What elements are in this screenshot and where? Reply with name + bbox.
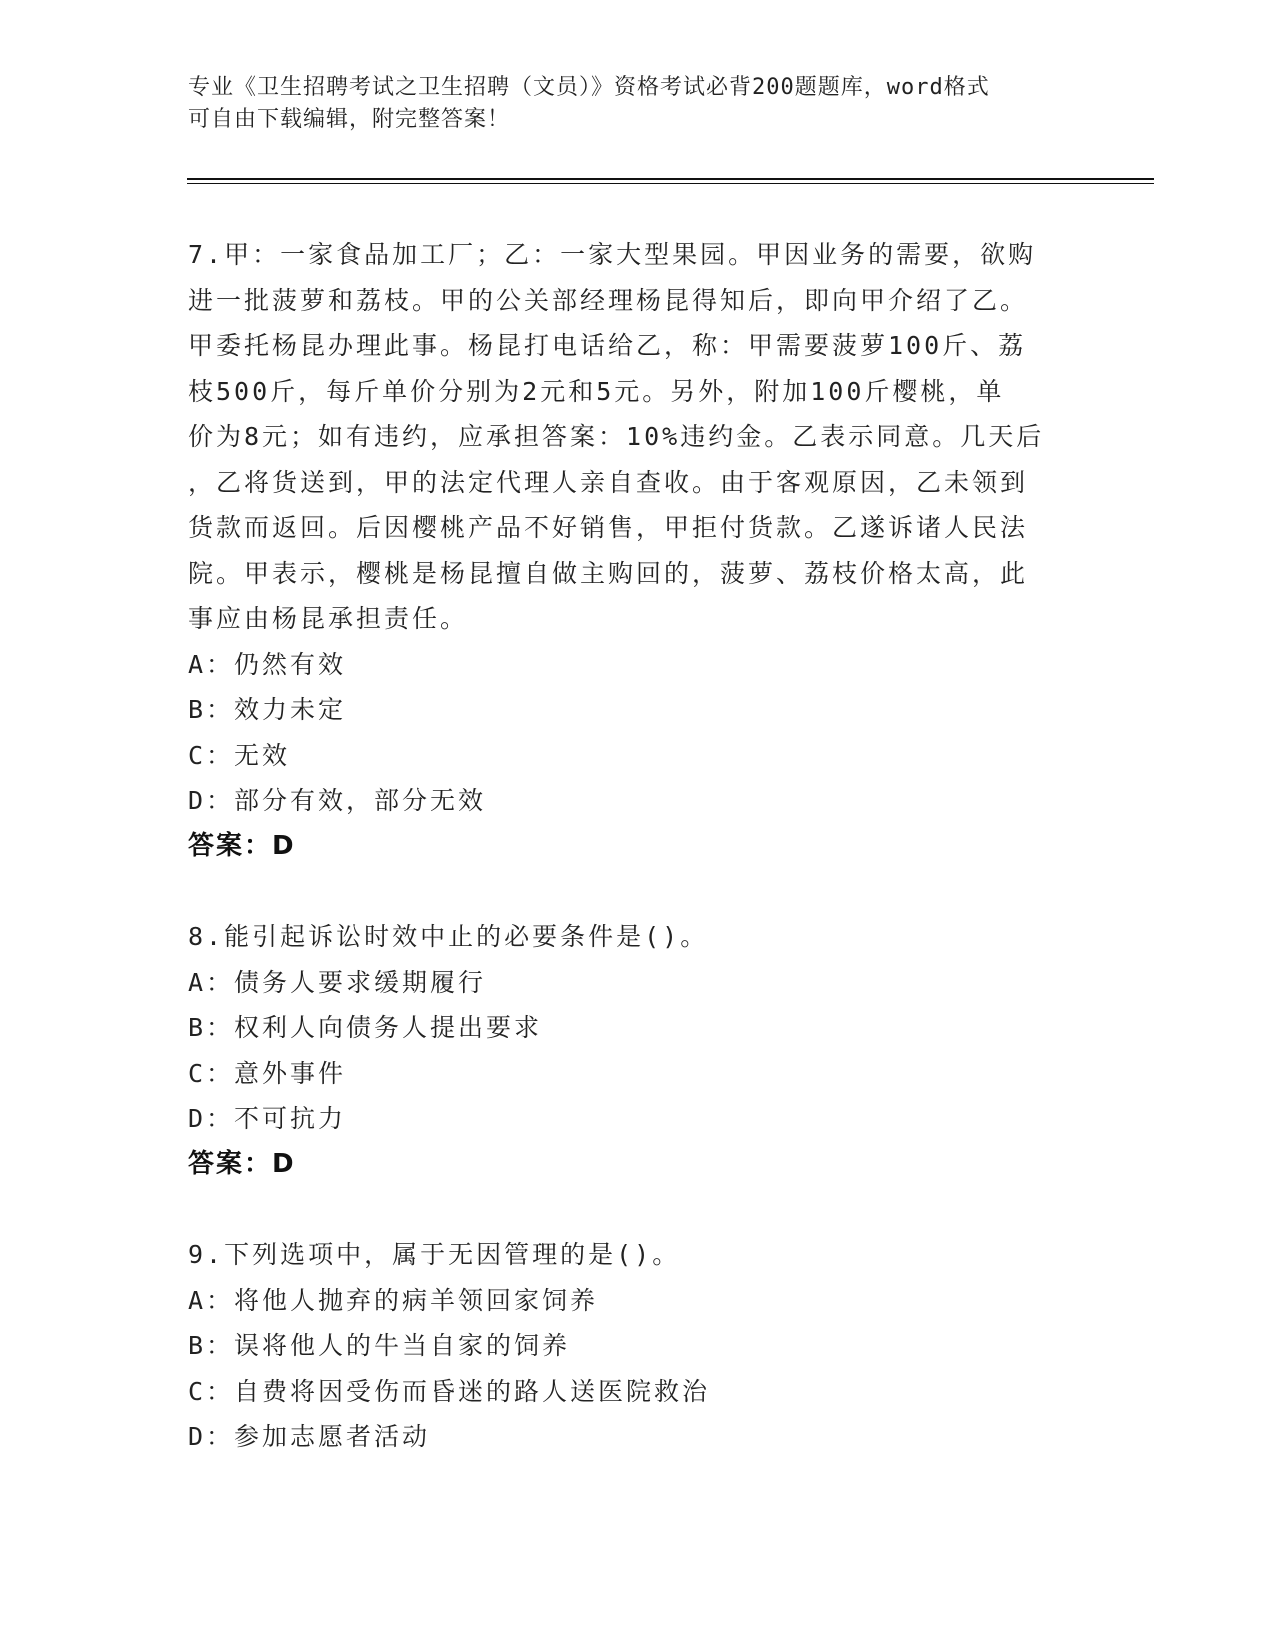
option-b: B：效力未定 [188,695,347,724]
header-divider-thick [187,178,1154,180]
question-8 [188,914,1088,1187]
question-9 [188,1232,1088,1460]
question-line: 院。甲表示，樱桃是杨昆擅自做主购回的，菠萝、荔枝价格太高，此 [188,558,1029,588]
option-b: B：误将他人的牛当自家的饲养 [188,1331,571,1360]
question-line: 8.能引起诉讼时效中止的必要条件是()。 [188,922,709,951]
question-line: 7.甲：一家食品加工厂；乙：一家大型果园。甲因业务的需要，欲购 [188,240,1037,269]
option-a: A：仍然有效 [188,649,347,679]
question-7 [188,232,1088,869]
question-list [188,232,1088,1505]
question-line: 枝500斤，每斤单价分别为2元和5元。另外，附加100斤樱桃，单 [188,376,1005,406]
question-line: ，乙将货送到，甲的法定代理人亲自查收。由于客观原因，乙未领到 [188,467,1029,497]
question-line: 货款而返回。后因樱桃产品不好销售，甲拒付货款。乙遂诉诸人民法 [188,513,1029,542]
header-divider-thin [187,183,1154,184]
question-text [188,1232,1088,1278]
question-line: 甲委托杨昆办理此事。杨昆打电话给乙，称：甲需要菠萝100斤、荔 [188,331,1027,360]
option-c: C：自费将因受伤而昏迷的路人送医院救治 [188,1376,711,1406]
header-line-2: 可自由下载编辑，附完整答案！ [188,107,511,132]
option-c: C：无效 [188,740,291,770]
header-line-1: 专业《卫生招聘考试之卫生招聘（文员）》资格考试必背200题题库，word格式 [188,75,990,100]
question-line: 进一批菠萝和荔枝。甲的公关部经理杨昆得知后，即向甲介绍了乙。 [188,285,1029,315]
question-line: 事应由杨昆承担责任。 [188,604,469,633]
question-text [188,914,1088,960]
question-line: 价为8元；如有违约，应承担答案：10%违约金。乙表示同意。几天后 [188,422,1045,451]
option-a: A：债务人要求缓期履行 [188,967,487,997]
option-d: D：部分有效，部分无效 [188,786,487,815]
option-a: A：将他人抛弃的病羊领回家饲养 [188,1285,599,1315]
document-header [188,72,1088,136]
option-c: C：意外事件 [188,1058,347,1088]
option-d: D：不可抗力 [188,1104,347,1133]
option-b: B：权利人向债务人提出要求 [188,1013,543,1042]
question-text [188,232,1088,642]
answer-line: 答案：D [188,1148,296,1179]
question-line: 9.下列选项中，属于无因管理的是()。 [188,1240,681,1269]
answer-line: 答案：D [188,830,296,861]
option-d: D：参加志愿者活动 [188,1422,431,1451]
